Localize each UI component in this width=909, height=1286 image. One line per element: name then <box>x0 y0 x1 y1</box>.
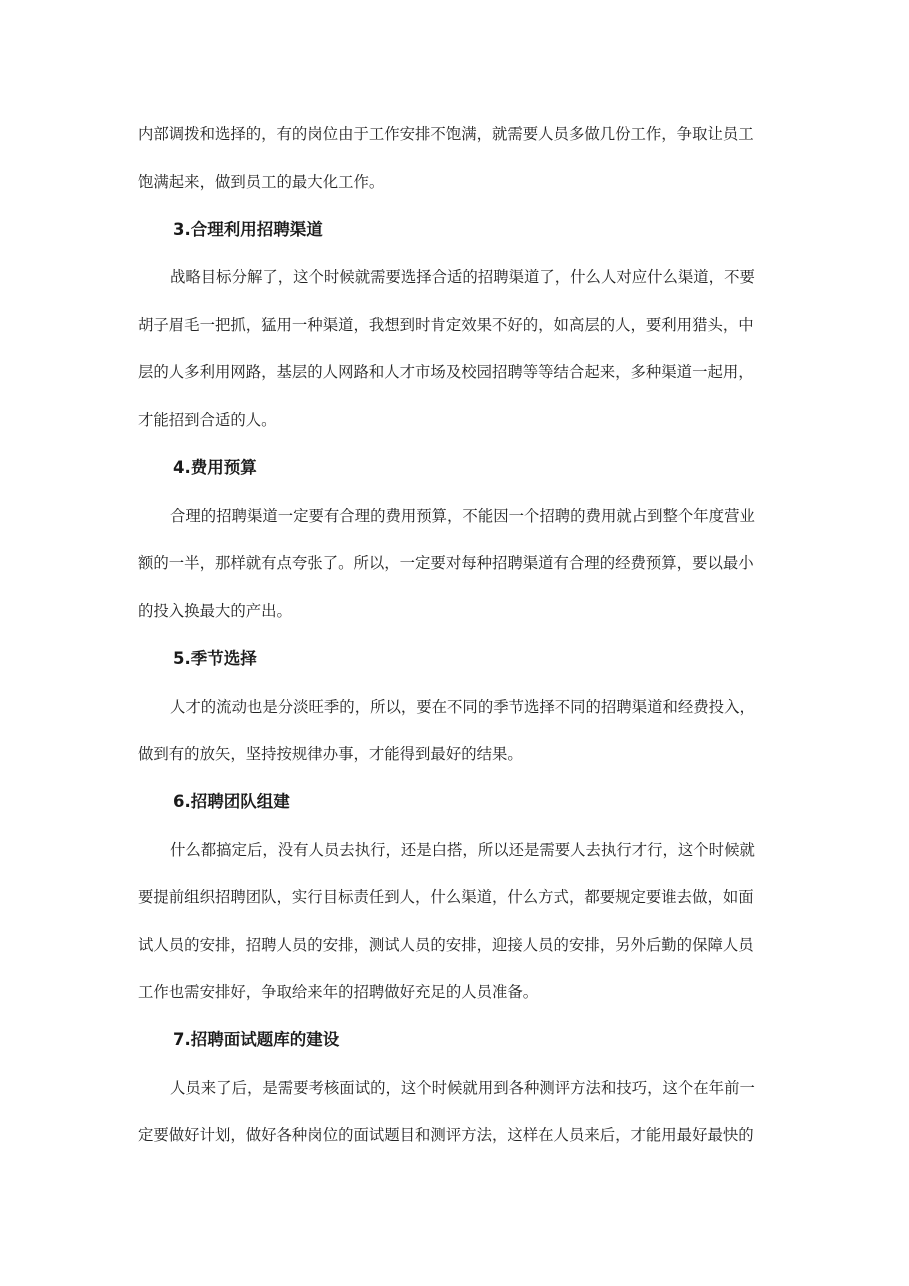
paragraph-line: 内部调拨和选择的，有的岗位由于工作安排不饱满，就需要人员多做几份工作，争取让员工 <box>138 125 754 143</box>
paragraph-line: 定要做好计划，做好各种岗位的面试题目和测评方法，这样在人员来后，才能用最好最快的 <box>138 1126 754 1144</box>
paragraph-line: 试人员的安排，招聘人员的安排，测试人员的安排，迎接人员的安排，另外后勤的保障人员 <box>138 936 754 954</box>
section-heading: 6.招聘团队组建 <box>173 792 290 811</box>
section-heading: 5.季节选择 <box>173 649 257 668</box>
paragraph-line: 饱满起来，做到员工的最大化工作。 <box>138 173 385 191</box>
paragraph-line: 层的人多利用网路，基层的人网路和人才市场及校园招聘等等结合起来，多种渠道一起用， <box>138 363 754 381</box>
paragraph-line: 要提前组织招聘团队，实行目标责任到人，什么渠道，什么方式，都要规定要谁去做，如面 <box>138 888 754 906</box>
paragraph-line: 才能招到合适的人。 <box>138 411 277 429</box>
paragraph-line: 什么都搞定后，没有人员去执行，还是白搭，所以还是需要人去执行才行，这个时候就 <box>170 841 755 859</box>
paragraph-line: 额的一半，那样就有点夸张了。所以，一定要对每种招聘渠道有合理的经费预算，要以最小 <box>138 554 754 572</box>
section-heading: 4.费用预算 <box>173 458 257 477</box>
paragraph-line: 的投入换最大的产出。 <box>138 602 292 620</box>
paragraph-line: 人才的流动也是分淡旺季的，所以，要在不同的季节选择不同的招聘渠道和经费投入， <box>170 698 755 716</box>
section-heading: 3.合理利用招聘渠道 <box>173 220 323 239</box>
section-heading: 7.招聘面试题库的建设 <box>173 1030 340 1049</box>
paragraph-line: 合理的招聘渠道一定要有合理的费用预算，不能因一个招聘的费用就占到整个年度营业 <box>170 507 755 525</box>
paragraph-line: 胡子眉毛一把抓，猛用一种渠道，我想到时肯定效果不好的，如高层的人，要利用猎头，中 <box>138 316 754 334</box>
paragraph-line: 人员来了后，是需要考核面试的，这个时候就用到各种测评方法和技巧，这个在年前一 <box>170 1079 755 1097</box>
paragraph-line: 做到有的放矢，坚持按规律办事，才能得到最好的结果。 <box>138 745 523 763</box>
paragraph-line: 工作也需安排好，争取给来年的招聘做好充足的人员准备。 <box>138 983 539 1001</box>
paragraph-line: 战略目标分解了，这个时候就需要选择合适的招聘渠道了，什么人对应什么渠道，不要 <box>170 268 755 286</box>
